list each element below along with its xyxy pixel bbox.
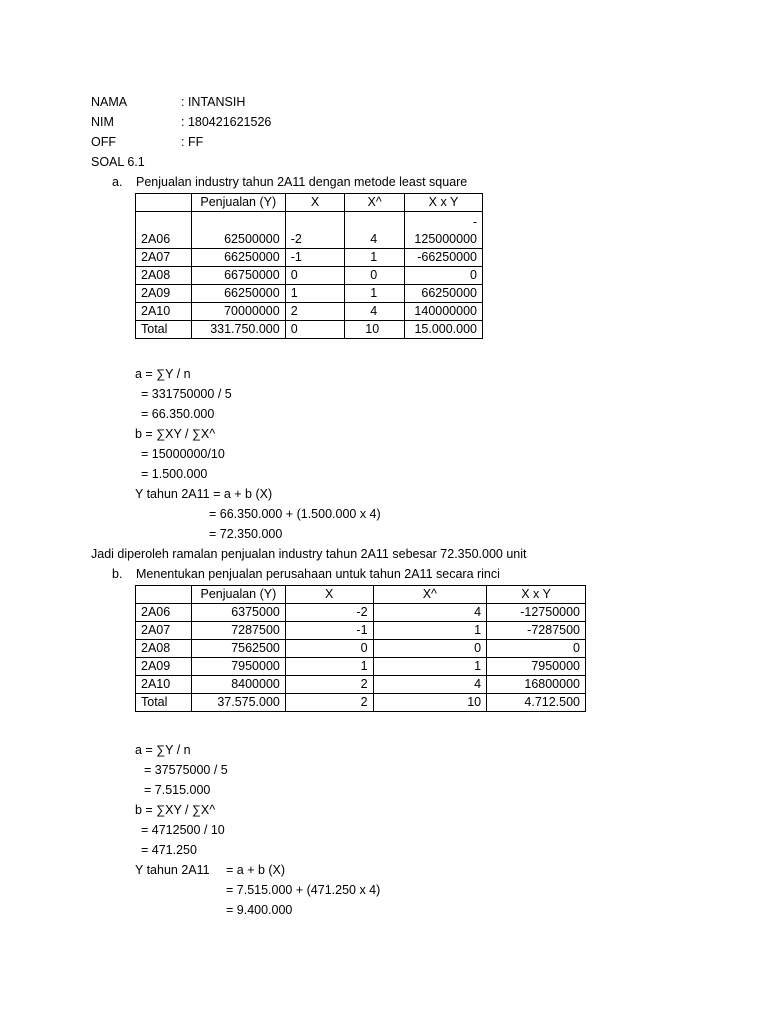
table-a (135, 193, 483, 339)
table-cell-x2: 1 (373, 622, 487, 640)
off-value: : FF (181, 135, 204, 149)
table-cell-xy (405, 212, 483, 249)
table-row (136, 303, 483, 321)
table-cell-x2: 0 (345, 267, 405, 285)
table-cell-x2: 4 (373, 604, 487, 622)
table-cell-xy: -12750000 (487, 604, 586, 622)
table-cell-y: 66750000 (191, 267, 285, 285)
calc-b-forecast-formula: = a + b (X) (226, 863, 286, 877)
table-row (136, 658, 586, 676)
table-cell-xy: -66250000 (405, 249, 483, 267)
table-a-header-cell: X (285, 194, 345, 212)
table-cell-year: 2A06 (136, 212, 192, 249)
table-b-header-cell: X^ (373, 586, 487, 604)
table-cell-xy-value: 125000000 (414, 232, 477, 246)
table-cell-year: Total (136, 321, 192, 339)
table-cell-x: -1 (285, 622, 373, 640)
nim-label: NIM (91, 115, 114, 129)
table-cell-xy: 7950000 (487, 658, 586, 676)
table-cell-year: 2A10 (136, 676, 192, 694)
calc-b-result: = 471.250 (141, 843, 197, 857)
nama-label: NAMA (91, 95, 128, 109)
table-cell-year: 2A08 (136, 640, 192, 658)
table-cell-xy: 66250000 (405, 285, 483, 303)
nim-value: : 180421621526 (181, 115, 272, 129)
table-cell-year: 2A08 (136, 267, 192, 285)
part-b-title: Menentukan penjualan perusahaan untuk tahun 2A11 secara rinci (136, 567, 500, 581)
table-cell-x: -2 (285, 212, 345, 249)
table-cell-x2: 0 (373, 640, 487, 658)
table-cell-year: 2A07 (136, 622, 192, 640)
table-row (136, 622, 586, 640)
calc-b-forecast-result: = 9.400.000 (226, 903, 293, 917)
table-cell-x2: 4 (345, 303, 405, 321)
table-cell-year: 2A10 (136, 303, 192, 321)
table-cell-year: Total (136, 694, 192, 712)
table-row (136, 604, 586, 622)
table-cell-year: 2A09 (136, 285, 192, 303)
table-cell-x: 2 (285, 676, 373, 694)
calc-a-result: = 1.500.000 (141, 467, 208, 481)
calc-a-formula-b: b = ∑XY / ∑X^ (135, 427, 216, 441)
part-a-title: Penjualan industry tahun 2A11 dengan metode least square (136, 175, 468, 189)
calc-b-step: = 4712500 / 10 (141, 823, 225, 837)
table-total-row (136, 694, 586, 712)
table-b-header-cell (136, 586, 192, 604)
table-total-row (136, 321, 483, 339)
table-cell-x: 1 (285, 658, 373, 676)
table-cell-x2: 1 (345, 285, 405, 303)
table-b-header-cell: Penjualan (Y) (191, 586, 285, 604)
calc-a-formula-a: a = ∑Y / n (135, 367, 191, 381)
table-b-header-cell: X (285, 586, 373, 604)
table-cell-y: 37.575.000 (191, 694, 285, 712)
table-cell-x: 0 (285, 321, 345, 339)
table-cell-y: 6375000 (191, 604, 285, 622)
off-label: OFF (91, 135, 116, 149)
table-cell-xy: 4.712.500 (487, 694, 586, 712)
table-cell-y: 7950000 (191, 658, 285, 676)
table-cell-xy: 15.000.000 (405, 321, 483, 339)
conclusion-a: Jadi diperoleh ramalan penjualan industry tahun 2A11 sebesar 72.350.000 unit (91, 547, 527, 561)
table-cell-y: 7562500 (191, 640, 285, 658)
table-cell-xy-prefix: - (472, 215, 477, 229)
table-cell-y: 66250000 (191, 249, 285, 267)
table-cell-x2: 1 (345, 249, 405, 267)
table-a-header-cell: X x Y (405, 194, 483, 212)
nama-value: : INTANSIH (181, 95, 246, 109)
table-row (136, 640, 586, 658)
table-a-header-cell: Penjualan (Y) (191, 194, 285, 212)
table-a-header-cell: X^ (345, 194, 405, 212)
table-cell-x2: 4 (373, 676, 487, 694)
calc-b-formula-b: b = ∑XY / ∑X^ (135, 803, 216, 817)
table-cell-year: 2A06 (136, 604, 192, 622)
table-row (136, 212, 483, 249)
table-row (136, 285, 483, 303)
table-b-header-cell: X x Y (487, 586, 586, 604)
table-row (136, 267, 483, 285)
table-cell-y: 66250000 (191, 285, 285, 303)
part-a-marker: a. (112, 175, 123, 189)
table-cell-xy: 0 (405, 267, 483, 285)
table-cell-y: 8400000 (191, 676, 285, 694)
calc-a-result: = 66.350.000 (141, 407, 215, 421)
table-b-header-row (136, 586, 586, 604)
table-cell-xy: 0 (487, 640, 586, 658)
table-b (135, 585, 586, 712)
part-b-marker: b. (112, 567, 123, 581)
calc-b-formula-a: a = ∑Y / n (135, 743, 191, 757)
table-row (136, 249, 483, 267)
calc-a-step: = 15000000/10 (141, 447, 225, 461)
calc-a-step: = 66.350.000 + (1.500.000 x 4) (209, 507, 381, 521)
table-cell-x: 1 (285, 285, 345, 303)
calc-a-forecast-result: = 72.350.000 (209, 527, 283, 541)
calc-b-step: = 37575000 / 5 (144, 763, 228, 777)
table-cell-x: -1 (285, 249, 345, 267)
table-cell-x: 0 (285, 640, 373, 658)
table-cell-xy: 16800000 (487, 676, 586, 694)
table-cell-year: 2A07 (136, 249, 192, 267)
table-cell-year: 2A09 (136, 658, 192, 676)
table-cell-x2: 4 (345, 212, 405, 249)
table-cell-x: 0 (285, 267, 345, 285)
table-cell-y: 62500000 (191, 212, 285, 249)
table-cell-x2: 10 (345, 321, 405, 339)
calc-b-step: = 7.515.000 + (471.250 x 4) (226, 883, 381, 897)
calc-b-result: = 7.515.000 (144, 783, 211, 797)
table-cell-xy: 140000000 (405, 303, 483, 321)
table-a-header-cell (136, 194, 192, 212)
table-cell-x: 2 (285, 303, 345, 321)
table-cell-x: -2 (285, 604, 373, 622)
table-cell-y: 7287500 (191, 622, 285, 640)
table-a-header-row (136, 194, 483, 212)
table-cell-xy: -7287500 (487, 622, 586, 640)
calc-a-step: = 331750000 / 5 (141, 387, 232, 401)
calc-a-forecast-formula: Y tahun 2A11 = a + b (X) (135, 487, 273, 501)
table-cell-x: 2 (285, 694, 373, 712)
table-cell-x2: 10 (373, 694, 487, 712)
table-cell-y: 70000000 (191, 303, 285, 321)
table-cell-y: 331.750.000 (191, 321, 285, 339)
soal-heading: SOAL 6.1 (91, 155, 145, 169)
table-cell-x2: 1 (373, 658, 487, 676)
calc-b-forecast-label: Y tahun 2A11 (135, 863, 210, 877)
table-row (136, 676, 586, 694)
